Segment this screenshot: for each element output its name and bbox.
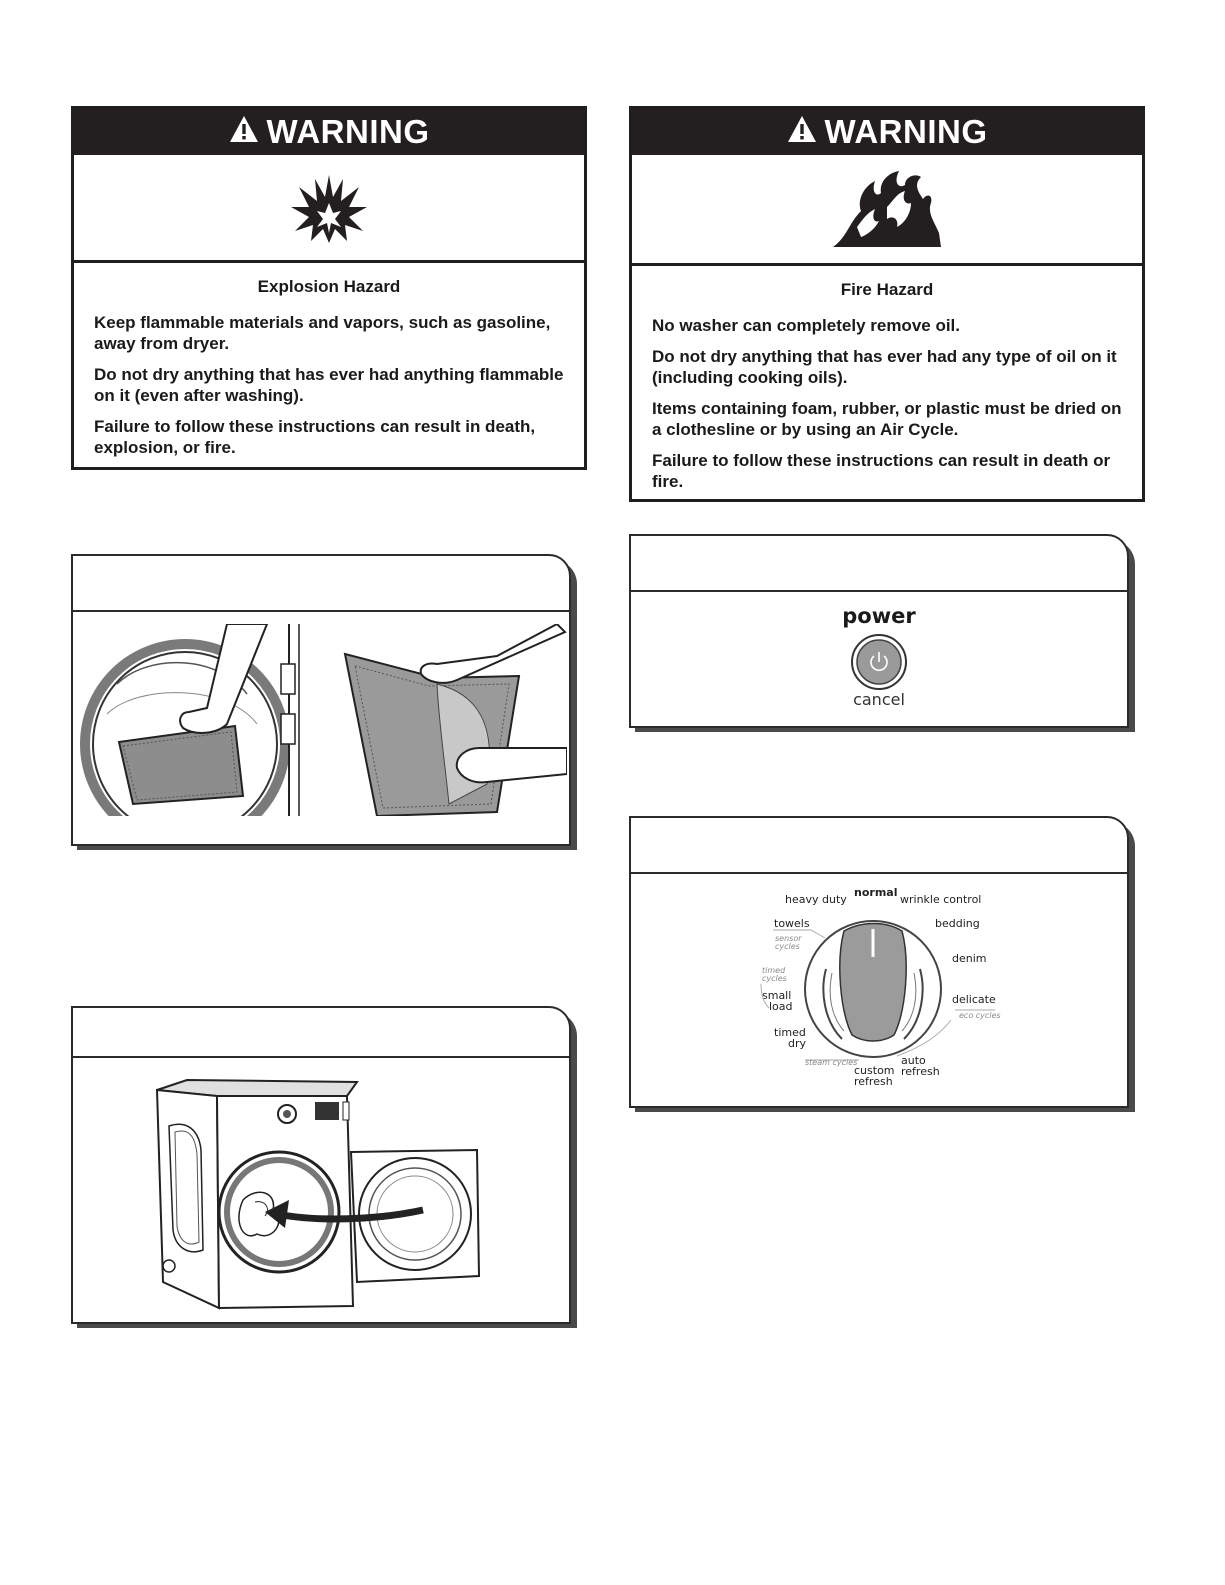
- dial-label-load: load: [769, 1000, 793, 1013]
- warning-text-4: Failure to follow these instructions can result in death or fire.: [652, 451, 1111, 491]
- dial-label-delicate: delicate: [952, 993, 996, 1006]
- warning-header-text: WARNING: [824, 113, 988, 150]
- dial-label-custom-refresh: refresh: [854, 1075, 893, 1088]
- step-panel-lint-filter: [71, 554, 571, 846]
- warning-box-explosion: [71, 106, 587, 470]
- dial-label-sensor-cycles: cycles: [775, 942, 800, 951]
- power-button[interactable]: [851, 634, 907, 690]
- dial-label-custom: custom: [854, 1064, 895, 1077]
- dial-group-lines: [759, 924, 1009, 1077]
- cancel-label: cancel: [853, 690, 905, 709]
- warning-text-1: No washer can completely remove oil.: [652, 316, 961, 335]
- warning-triangle-icon: [787, 113, 817, 151]
- fire-symbol-area: [632, 155, 1142, 266]
- warning-box-fire: [629, 106, 1145, 502]
- lint-filter-illustration: [77, 624, 567, 816]
- dial-label-small: small: [762, 989, 792, 1002]
- hazard-title: Explosion Hazard: [257, 277, 401, 296]
- fire-icon: [827, 167, 947, 251]
- step-panel-power: [629, 534, 1129, 728]
- hazard-title: Fire Hazard: [840, 280, 934, 299]
- dial-label-bedding: bedding: [935, 917, 980, 930]
- dial-label-dry: dry: [788, 1037, 807, 1050]
- step-panel-load-dryer: [71, 1006, 571, 1324]
- dial-label-timed-cycles: cycles: [762, 974, 787, 983]
- dial-label-sensor: sensor: [775, 934, 802, 943]
- step-panel-cycle-dial: [629, 816, 1129, 1108]
- dial-label-auto-refresh: refresh: [901, 1065, 940, 1078]
- warning-text-2: Do not dry anything that has ever had any type of oil on it (including cooking oils).: [652, 347, 1117, 387]
- warning-text-1: Keep flammable materials and vapors, such as gasoline, away from dryer.: [94, 313, 551, 353]
- dial-label-eco-cycles: eco cycles: [959, 1011, 1001, 1020]
- warning-text-2: Do not dry anything that has ever had anything flammable on it (even after washing).: [94, 365, 564, 405]
- warning-header-text: WARNING: [266, 113, 430, 150]
- dial-label-heavy-duty: heavy duty: [785, 893, 847, 906]
- dial-label-towels: towels: [774, 917, 810, 930]
- power-label: power: [842, 604, 916, 628]
- warning-text-3: Items containing foam, rubber, or plastic must be dried on a clothesline or by using an Air Cycle.: [652, 399, 1122, 439]
- dial-label-denim: denim: [952, 952, 987, 965]
- dial-label-wrinkle-control: wrinkle control: [900, 893, 982, 906]
- warning-header: [632, 109, 1142, 155]
- dial-label-auto: auto: [901, 1054, 926, 1067]
- dial-label-timed: timed: [774, 1026, 806, 1039]
- dial-label-normal: normal: [854, 886, 898, 899]
- explosion-icon: [289, 173, 369, 243]
- dial-label-timed-small: timed: [762, 966, 786, 975]
- warning-text-3: Failure to follow these instructions can result in death, explosion, or fire.: [94, 417, 536, 457]
- dial-label-steam-cycles: steam cycles: [805, 1058, 858, 1067]
- dryer-loading-illustration: [147, 1070, 487, 1310]
- warning-triangle-icon: [229, 113, 259, 151]
- explosion-symbol-area: [74, 155, 584, 263]
- warning-header: [74, 109, 584, 155]
